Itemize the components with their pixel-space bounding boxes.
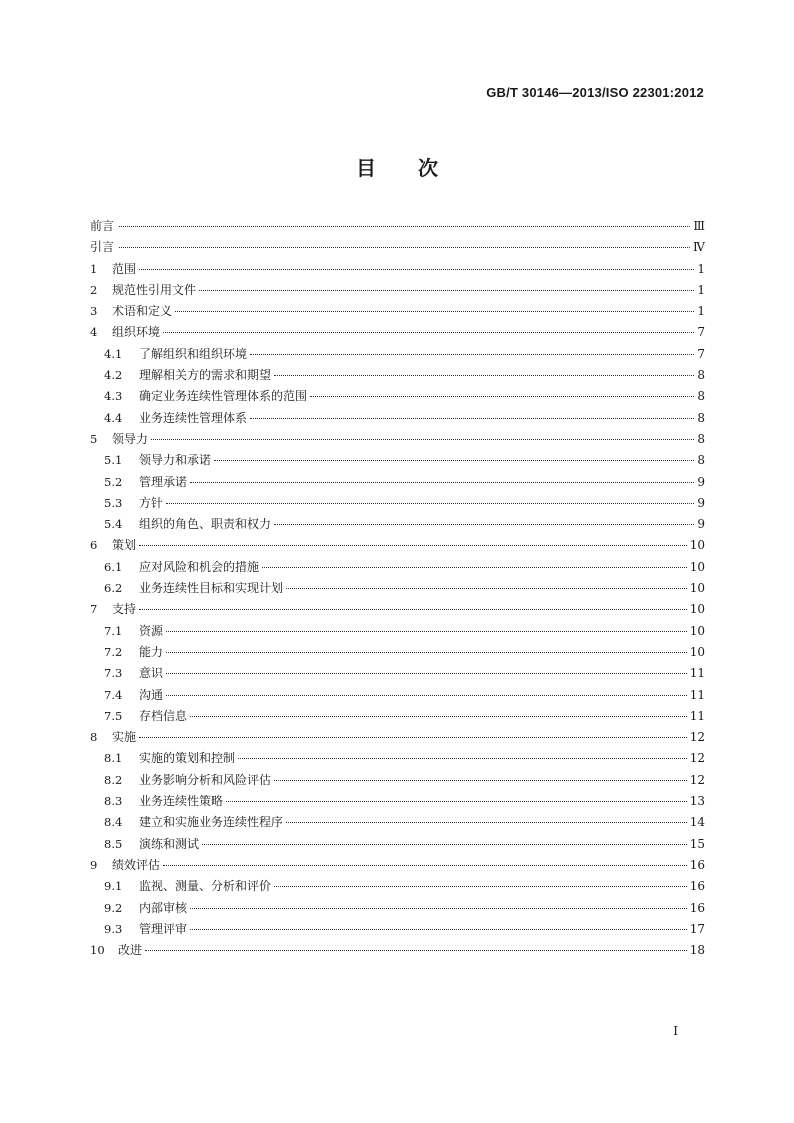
- toc-entry-label: 内部审核: [139, 900, 188, 915]
- toc-entry-label: 组织环境: [112, 325, 161, 340]
- toc-entry-number: 6: [90, 538, 98, 553]
- toc-entry[interactable]: [90, 901, 705, 915]
- toc-entry-page-number: Ⅳ: [693, 240, 705, 255]
- toc-entry-number: 6.2: [104, 581, 123, 596]
- toc-entry-page-number: 10: [689, 581, 705, 596]
- dot-leader: [166, 651, 687, 653]
- toc-entry-label: 绩效评估: [112, 857, 161, 872]
- toc-entry-number: 5.3: [104, 495, 123, 510]
- dot-leader: [286, 587, 687, 589]
- toc-entry[interactable]: [90, 943, 705, 957]
- toc-entry-number: 5.2: [104, 474, 123, 489]
- toc-entry-number: 9.3: [104, 921, 123, 936]
- toc-entry[interactable]: [90, 219, 705, 233]
- title-char-2: 次: [418, 156, 438, 180]
- toc-entry-page-number: 10: [689, 602, 705, 617]
- toc-entry[interactable]: [90, 432, 705, 446]
- toc-entry[interactable]: [90, 325, 705, 339]
- toc-entry-label: 领导力和承诺: [139, 453, 212, 468]
- toc-entry[interactable]: [90, 751, 705, 765]
- toc-entry[interactable]: [90, 283, 705, 297]
- toc-entry-page-number: 7: [697, 346, 705, 361]
- dot-leader: [119, 246, 690, 248]
- toc-entry[interactable]: [90, 730, 705, 744]
- toc-entry-page-number: 8: [697, 368, 705, 383]
- toc-entry-page-number: 11: [689, 708, 705, 723]
- toc-entry[interactable]: [90, 837, 705, 851]
- toc-entry-page-number: 9: [697, 517, 705, 532]
- dot-leader: [274, 374, 694, 376]
- toc-entry-page-number: 1: [697, 261, 705, 276]
- toc-entry-page-number: 12: [689, 730, 705, 745]
- toc-entry-page-number: 8: [697, 431, 705, 446]
- toc-entry-number: 8.2: [104, 772, 123, 787]
- toc-entry-number: 5.1: [104, 453, 123, 468]
- toc-entry-page-number: 16: [689, 857, 705, 872]
- toc-entry-label: 意识: [139, 666, 164, 681]
- toc-entry[interactable]: [90, 624, 705, 638]
- title-char-1: 目: [356, 156, 376, 180]
- dot-leader: [163, 864, 687, 866]
- dot-leader: [274, 779, 687, 781]
- toc-entry-label: 能力: [139, 644, 164, 659]
- toc-entry-number: 9.1: [104, 879, 123, 894]
- toc-entry-label: 了解组织和组织环境: [139, 346, 248, 361]
- dot-leader: [214, 459, 694, 461]
- toc-entry-label: 规范性引用文件: [112, 282, 197, 297]
- toc-entry-label: 资源: [139, 623, 164, 638]
- toc-entry-label: 应对风险和机会的措施: [139, 559, 260, 574]
- toc-entry-label: 沟通: [139, 687, 164, 702]
- toc-entry-page-number: 7: [697, 325, 705, 340]
- toc-entry-label: 业务连续性策略: [139, 794, 224, 809]
- toc-entry-page-number: 11: [689, 666, 705, 681]
- toc-entry-page-number: 10: [689, 644, 705, 659]
- toc-entry-label: 监视、测量、分析和评价: [139, 879, 272, 894]
- toc-entry[interactable]: [90, 538, 705, 552]
- toc-entry[interactable]: [90, 773, 705, 787]
- page-title: [0, 152, 794, 181]
- dot-leader: [274, 885, 687, 887]
- toc-entry-number: 10: [90, 943, 105, 958]
- toc-entry-label: 前言: [90, 219, 115, 233]
- toc-entry[interactable]: [90, 879, 705, 893]
- toc-entry-label: 改进: [118, 943, 143, 958]
- dot-leader: [145, 949, 687, 951]
- dot-leader: [139, 736, 687, 738]
- toc-entry[interactable]: [90, 709, 705, 723]
- toc-entry-label: 业务影响分析和风险评估: [139, 772, 272, 787]
- dot-leader: [226, 800, 687, 802]
- toc-entry[interactable]: [90, 453, 705, 467]
- dot-leader: [250, 353, 694, 355]
- toc-entry-label: 业务连续性管理体系: [139, 410, 248, 425]
- toc-entry[interactable]: [90, 240, 705, 254]
- dot-leader: [190, 715, 687, 717]
- toc-entry-page-number: 9: [697, 474, 705, 489]
- toc-entry-page-number: 8: [697, 389, 705, 404]
- toc-entry-number: 7.1: [104, 623, 123, 638]
- toc-entry-page-number: 1: [697, 304, 705, 319]
- toc-entry[interactable]: [90, 347, 705, 361]
- toc-entry[interactable]: [90, 560, 705, 574]
- dot-leader: [262, 566, 687, 568]
- toc-entry-number: 7.5: [104, 708, 123, 723]
- toc-entry-label: 建立和实施业务连续性程序: [139, 815, 284, 830]
- toc-entry-label: 存档信息: [139, 708, 188, 723]
- page-folio: I: [673, 1024, 678, 1038]
- toc-entry-label: 业务连续性目标和实现计划: [139, 581, 284, 596]
- toc-entry-number: 8.4: [104, 815, 123, 830]
- toc-entry[interactable]: [90, 688, 705, 702]
- toc-entry-number: 2: [90, 282, 98, 297]
- toc-entry-number: 4.1: [104, 346, 123, 361]
- toc-entry-number: 6.1: [104, 559, 123, 574]
- toc-entry[interactable]: [90, 475, 705, 489]
- toc-entry-page-number: 17: [689, 921, 705, 936]
- toc-entry-label: 术语和定义: [112, 304, 173, 319]
- toc-entry-page-number: 8: [697, 453, 705, 468]
- toc-entry[interactable]: [90, 645, 705, 659]
- toc-entry[interactable]: [90, 858, 705, 872]
- dot-leader: [274, 523, 694, 525]
- toc-entry-label: 策划: [112, 538, 137, 553]
- dot-leader: [166, 672, 687, 674]
- toc-entry-number: 7.3: [104, 666, 123, 681]
- toc-entry[interactable]: [90, 496, 705, 510]
- toc-entry[interactable]: [90, 368, 705, 382]
- toc-entry-number: 8.1: [104, 751, 123, 766]
- toc-entry-page-number: 10: [689, 559, 705, 574]
- toc-entry-page-number: Ⅲ: [693, 219, 705, 233]
- toc-entry-page-number: 16: [689, 879, 705, 894]
- toc-entry-number: 7.4: [104, 687, 123, 702]
- dot-leader: [119, 225, 690, 227]
- toc-entry-page-number: 10: [689, 538, 705, 553]
- toc-entry-number: 3: [90, 304, 98, 319]
- toc-entry-label: 组织的角色、职责和权力: [139, 517, 272, 532]
- toc-entry[interactable]: [90, 262, 705, 276]
- toc-entry-label: 方针: [139, 495, 164, 510]
- toc-entry-page-number: 16: [689, 900, 705, 915]
- toc-entry-label: 理解相关方的需求和期望: [139, 368, 272, 383]
- dot-leader: [286, 821, 687, 823]
- toc-entry-page-number: 12: [689, 772, 705, 787]
- dot-leader: [250, 417, 694, 419]
- dot-leader: [190, 907, 687, 909]
- dot-leader: [163, 331, 694, 333]
- toc-entry-number: 1: [90, 261, 98, 276]
- standard-number-header: GB/T 30146—2013/ISO 22301:2012: [486, 85, 704, 100]
- toc-entry-label: 管理评审: [139, 921, 188, 936]
- dot-leader: [139, 544, 687, 546]
- dot-leader: [166, 630, 687, 632]
- dot-leader: [190, 481, 694, 483]
- toc-entry-label: 引言: [90, 240, 115, 255]
- toc-entry-number: 5.4: [104, 517, 123, 532]
- toc-entry[interactable]: [90, 304, 705, 318]
- toc-entry[interactable]: [90, 815, 705, 829]
- toc-entry-label: 演练和测试: [139, 836, 200, 851]
- toc-entry[interactable]: [90, 581, 705, 595]
- toc-entry-page-number: 13: [689, 794, 705, 809]
- toc-entry-number: 5: [90, 431, 98, 446]
- dot-leader: [175, 310, 694, 312]
- toc-entry[interactable]: [90, 794, 705, 808]
- toc-entry[interactable]: [90, 602, 705, 616]
- toc-entry-label: 实施的策划和控制: [139, 751, 236, 766]
- toc-entry-number: 9: [90, 857, 98, 872]
- toc-entry[interactable]: [90, 922, 705, 936]
- dot-leader: [202, 843, 687, 845]
- toc-entry[interactable]: [90, 389, 705, 403]
- toc-entry-page-number: 10: [689, 623, 705, 638]
- dot-leader: [166, 694, 687, 696]
- table-of-contents: [90, 219, 705, 964]
- toc-entry-page-number: 9: [697, 495, 705, 510]
- toc-entry-number: 4.4: [104, 410, 123, 425]
- toc-entry-number: 7: [90, 602, 98, 617]
- toc-entry-page-number: 12: [689, 751, 705, 766]
- dot-leader: [238, 757, 687, 759]
- toc-entry-page-number: 8: [697, 410, 705, 425]
- toc-entry-label: 支持: [112, 602, 137, 617]
- toc-entry-number: 8.3: [104, 794, 123, 809]
- toc-entry-label: 管理承诺: [139, 474, 188, 489]
- dot-leader: [199, 289, 694, 291]
- toc-entry[interactable]: [90, 411, 705, 425]
- toc-entry-number: 4.2: [104, 368, 123, 383]
- toc-entry-page-number: 15: [689, 836, 705, 851]
- toc-entry-label: 领导力: [112, 431, 149, 446]
- toc-entry-label: 实施: [112, 730, 137, 745]
- toc-entry-number: 4.3: [104, 389, 123, 404]
- toc-entry-page-number: 18: [689, 943, 705, 958]
- toc-entry-number: 4: [90, 325, 98, 340]
- toc-entry[interactable]: [90, 517, 705, 531]
- toc-entry-page-number: 11: [689, 687, 705, 702]
- toc-entry-number: 9.2: [104, 900, 123, 915]
- dot-leader: [151, 438, 694, 440]
- toc-entry-number: 7.2: [104, 644, 123, 659]
- toc-entry-page-number: 14: [689, 815, 705, 830]
- dot-leader: [310, 395, 694, 397]
- toc-entry-number: 8.5: [104, 836, 123, 851]
- dot-leader: [190, 928, 687, 930]
- toc-entry-label: 确定业务连续性管理体系的范围: [139, 389, 308, 404]
- toc-entry-number: 8: [90, 730, 98, 745]
- dot-leader: [166, 502, 694, 504]
- toc-entry[interactable]: [90, 666, 705, 680]
- dot-leader: [139, 608, 687, 610]
- toc-entry-page-number: 1: [697, 282, 705, 297]
- dot-leader: [139, 268, 694, 270]
- toc-entry-label: 范围: [112, 261, 137, 276]
